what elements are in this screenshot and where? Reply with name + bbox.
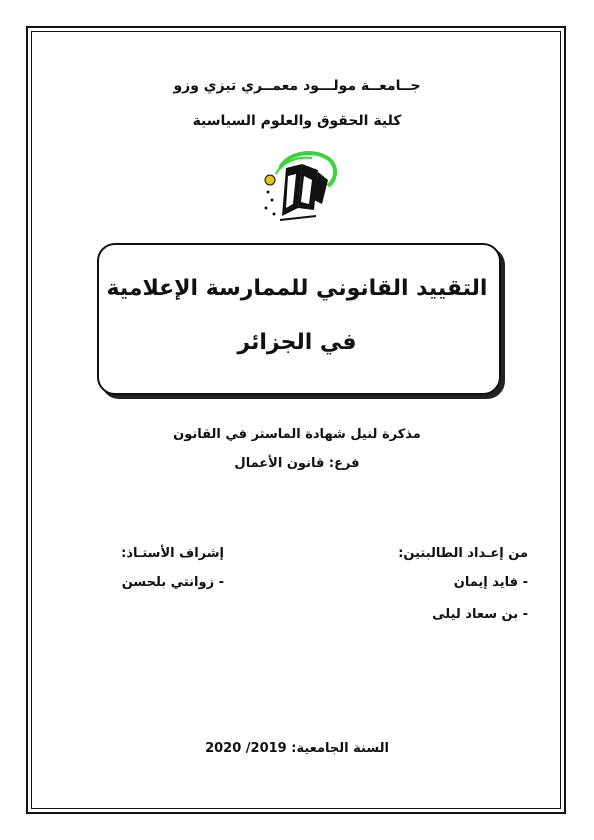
supervisor-label: إشراف الأستـاذ: [121,546,224,561]
memo-branch: فرع: قانون الأعمال [234,456,360,471]
title-box [97,243,501,395]
university-name: جــامعــة مولـــود معمــري تيزي وزو [173,78,421,94]
faculty-name: كلية الحقوق والعلوم السياسية [192,113,402,129]
students-label: من إعـداد الطالبتين: [398,546,528,561]
student-name-1: - فايد إيمان [453,575,528,590]
thesis-title-line1: التقييد القانوني للممارسة الإعلامية [106,276,488,301]
academic-year: السنة الجامعية: 2019/ 2020 [205,741,389,756]
thesis-title-line2: في الجزائر [237,330,357,355]
memo-description: مذكرة لنيل شهادة الماستر في القانون [173,427,421,442]
university-logo-icon [258,146,338,228]
student-name-2: - بن سعاد ليلى [432,607,528,622]
supervisor-name: - زوانتي بلحسن [121,575,224,590]
